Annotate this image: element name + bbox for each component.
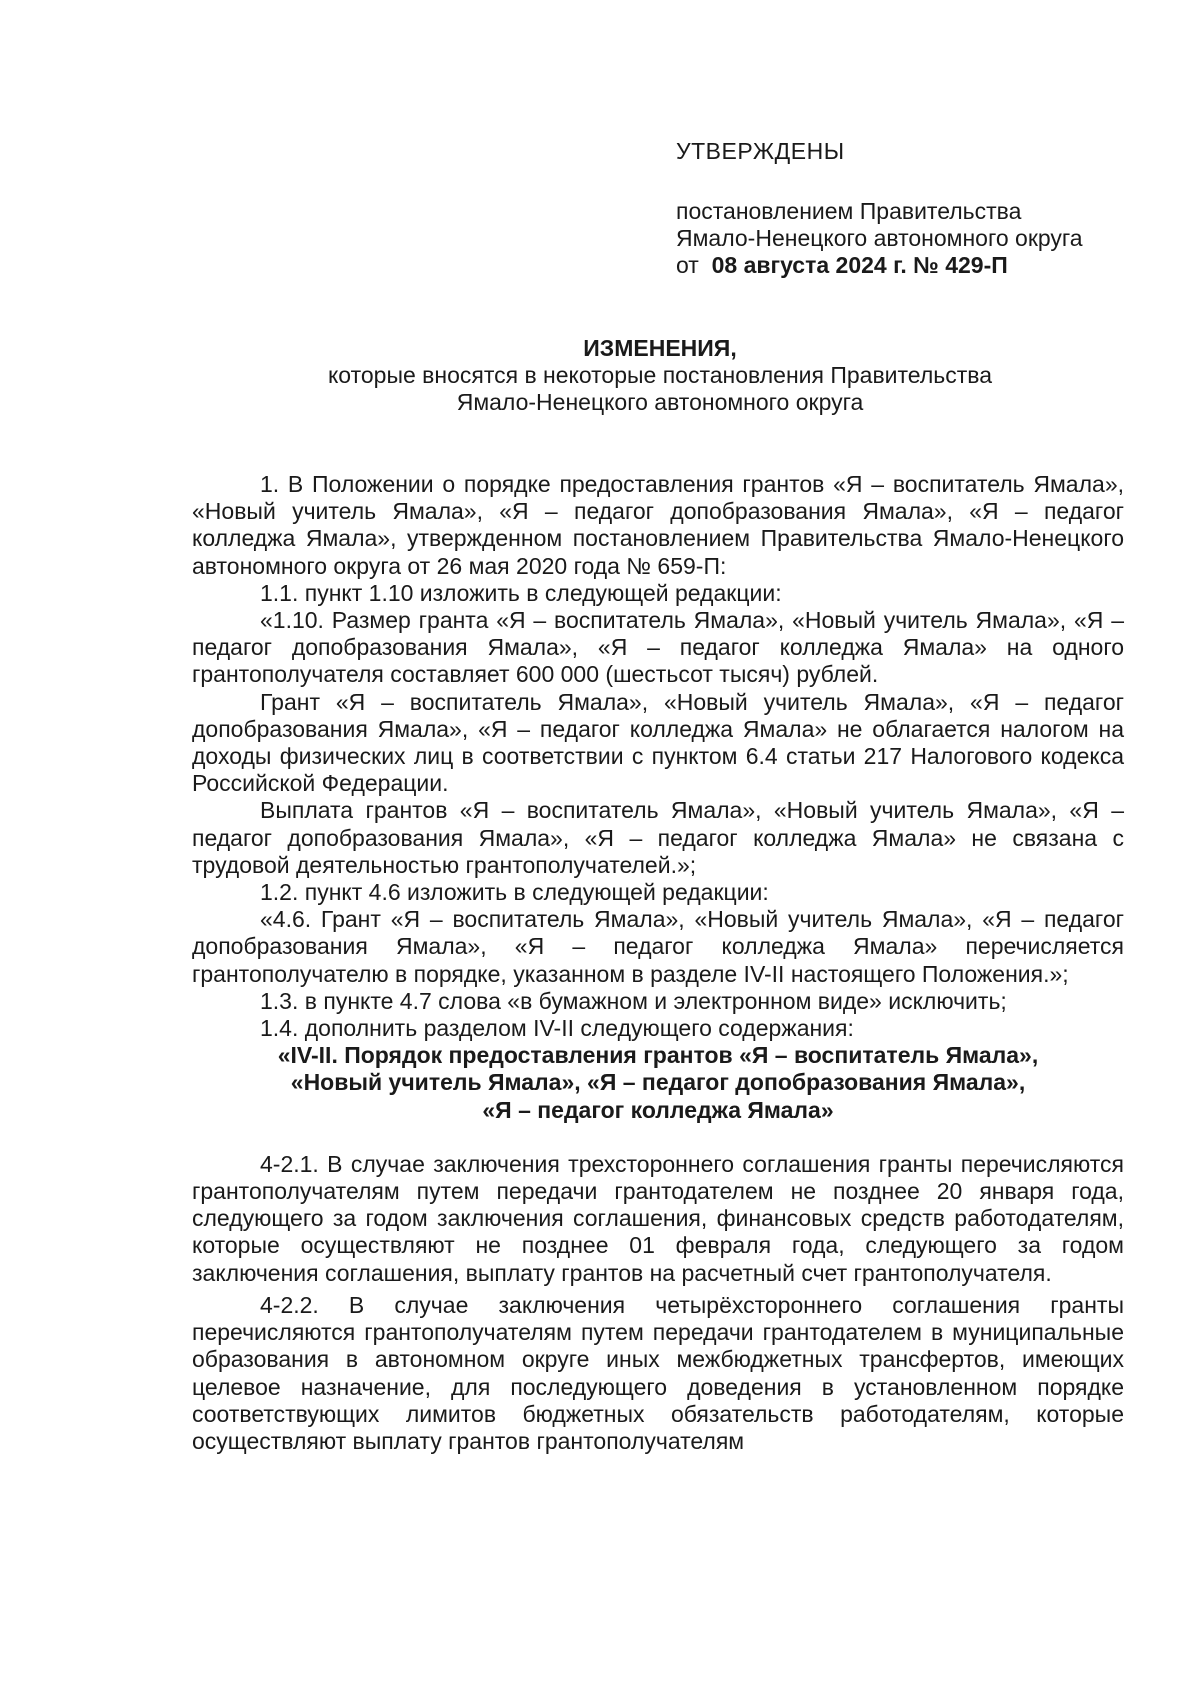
approval-date-prefix: от — [676, 252, 699, 278]
paragraph-grant-tax: Грант «Я – воспитатель Ямала», «Новый учитель Ямала», «Я – педагог допобразования Ямала», «Я – педагог колледжа Ямала» не облагается налогом на доходы физических лиц в соответствии с пунктом 6.4 статьи 217 Налогового кодекса Российской Федерации. — [192, 688, 1124, 797]
paragraph-1-1: 1.1. пункт 1.10 изложить в следующей редакции: — [260, 579, 782, 606]
section-heading-line-2: «Новый учитель Ямала», «Я – педагог допобразования Ямала», — [290, 1069, 1026, 1096]
approval-stamp-title: УТВЕРЖДЕНЫ — [676, 138, 845, 164]
paragraph-4-2-2: 4-2.2. В случае заключения четырёхстороннего соглашения гранты перечисляются грантополучателям путем передачи грантодателем в муниципальные образования в автономном округе иных межбюджетных трансфертов, имеющих целевое назначение, для последующего доведения в установленном порядке соответствующих лимитов бюджетных обязательств работодателям, которые осуществляют выплату грантов грантополучателям — [192, 1291, 1124, 1454]
approval-date-value: 08 августа 2024 г. № 429-П — [711, 252, 1008, 278]
section-heading-line-1: «IV-II. Порядок предоставления грантов «Я – воспитатель Ямала», — [277, 1042, 1039, 1069]
section-heading-line-3: «Я – педагог колледжа Ямала» — [482, 1096, 834, 1123]
approval-line-1: постановлением Правительства — [676, 198, 1022, 224]
section-heading — [192, 1042, 1124, 1124]
paragraph-4-2-1: 4-2.1. В случае заключения трехстороннего соглашения гранты перечисляются грантополучателям путем передачи грантодателем не позднее 20 января года, следующего за годом заключения соглашения, финансовых средств работодателям, которые осуществляют не позднее 01 февраля года, следующего за годом заключения соглашения, выплату грантов на расчетный счет грантополучателя. — [192, 1150, 1124, 1286]
document-heading — [190, 335, 1130, 416]
approval-line-2: Ямало-Ненецкого автономного округа — [676, 225, 1083, 251]
paragraph-1: 1. В Положении о порядке предоставления грантов «Я – воспитатель Ямала», «Новый учитель Ямала», «Я – педагог допобразования Ямала», «Я – педагог колледжа Ямала», утвержденном постановлением Правительства Ямало-Ненецкого автономного округа от 26 мая 2020 года № 659-П: — [192, 471, 1124, 579]
approval-date-line — [676, 252, 1146, 279]
document-title: ИЗМЕНЕНИЯ, — [583, 335, 737, 361]
paragraph-4-6-text: «4.6. Грант «Я – воспитатель Ямала», «Новый учитель Ямала», «Я – педагог допобразования Ямала», «Я – педагог колледжа Ямала» перечисляется грантополучателю в порядке, указанном в разделе IV-II настоящего Положения.»; — [192, 906, 1124, 987]
paragraph-1-4: 1.4. дополнить разделом IV-II следующего содержания: — [260, 1015, 854, 1042]
paragraph-1-10-text: «1.10. Размер гранта «Я – воспитатель Ямала», «Новый учитель Ямала», «Я – педагог допобразования Ямала», «Я – педагог колледжа Ямала» на одного грантополучателя составляет 600 000 (шестьсот тысяч) рублей. — [192, 607, 1124, 688]
document-body — [192, 471, 1124, 1455]
paragraph-grant-payment: Выплата грантов «Я – воспитатель Ямала», «Новый учитель Ямала», «Я – педагог допобразования Ямала», «Я – педагог колледжа Ямала» не связана с трудовой деятельностью грантополучателей.»; — [192, 797, 1124, 878]
document-subtitle-line-1: которые вносятся в некоторые постановления Правительства — [327, 362, 993, 388]
paragraph-1-3: 1.3. в пункте 4.7 слова «в бумажном и электронном виде» исключить; — [260, 987, 1007, 1014]
document-subtitle-line-2: Ямало-Ненецкого автономного округа — [456, 389, 864, 415]
paragraph-1-2: 1.2. пункт 4.6 изложить в следующей редакции: — [260, 879, 769, 906]
approval-block — [676, 138, 1146, 279]
